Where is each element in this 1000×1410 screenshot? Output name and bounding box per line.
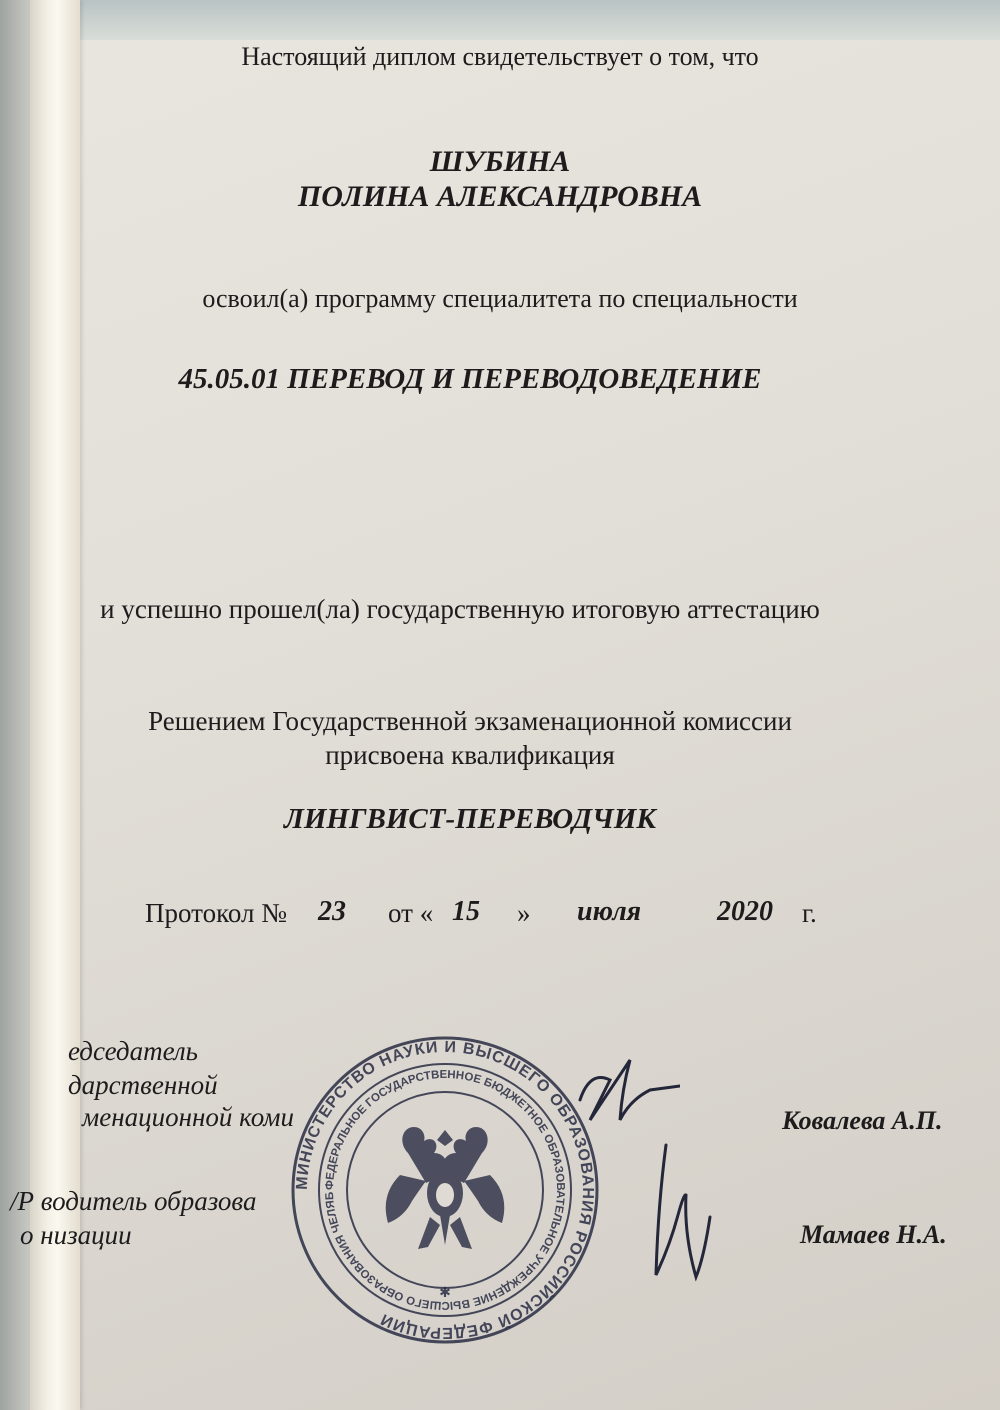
seal-star-icon: ✱ bbox=[439, 1284, 451, 1300]
chair-name: Ковалева А.П. bbox=[782, 1106, 943, 1135]
graduate-surname: ШУБИНА bbox=[429, 145, 571, 178]
chair-signature bbox=[560, 1040, 680, 1150]
protocol-year-suffix: г. bbox=[802, 898, 817, 928]
protocol-label: Протокол № bbox=[145, 898, 287, 928]
decision-text-line2: присвоена квалификация bbox=[325, 740, 615, 770]
specialty: 45.05.01 ПЕРЕВОД И ПЕРЕВОДОВЕДЕНИЕ bbox=[178, 363, 762, 395]
protocol-year: 2020 bbox=[717, 896, 773, 927]
top-band bbox=[0, 0, 1000, 40]
chair-title-line3: менационной коми bbox=[82, 1102, 294, 1132]
qualification: ЛИНГВИСТ-ПЕРЕВОДЧИК bbox=[283, 803, 657, 835]
chair-title-line2: дарственной bbox=[68, 1070, 218, 1100]
seal-outer-text: МИНИСТЕРСТВО НАУКИ И ВЫСШЕГО ОБРАЗОВАНИЯ РОССИЙСКОЙ ФЕДЕРАЦИИ bbox=[293, 1038, 597, 1342]
head-name: Мамаев Н.А. bbox=[800, 1220, 947, 1249]
protocol-number: 23 bbox=[318, 896, 346, 927]
head-signature bbox=[640, 1135, 730, 1285]
official-seal bbox=[290, 1035, 600, 1345]
head-title-line2: о низации bbox=[20, 1220, 132, 1250]
program-text: освоил(а) программу специалитета по специальности bbox=[202, 284, 798, 313]
graduate-given-names: ПОЛИНА АЛЕКСАНДРОВНА bbox=[297, 180, 703, 213]
seal-inner-text: ФЕДЕРАЛЬНОЕ ГОСУДАРСТВЕННОЕ БЮДЖЕТНОЕ ОБРАЗОВАТЕЛЬНОЕ УЧРЕЖДЕНИЕ ВЫСШЕГО ОБРАЗОВАНИЯ ЧЕЛЯБ bbox=[323, 1068, 567, 1312]
protocol-day: 15 bbox=[452, 896, 480, 927]
intro-text: Настоящий диплом свидетельствует о том, что bbox=[241, 42, 759, 71]
decision-text-line1: Решением Государственной экзаменационной комиссии bbox=[148, 706, 792, 736]
protocol-close-quote: » bbox=[517, 898, 531, 928]
head-title-line1: /Р водитель образова bbox=[10, 1186, 257, 1216]
attestation-text: и успешно прошел(ла) государственную итоговую аттестацию bbox=[100, 594, 820, 624]
protocol-month: июля bbox=[577, 896, 642, 927]
seal-graphic bbox=[290, 1035, 600, 1345]
chair-title-line1: едседатель bbox=[68, 1036, 198, 1066]
protocol-from: от « bbox=[388, 898, 434, 928]
